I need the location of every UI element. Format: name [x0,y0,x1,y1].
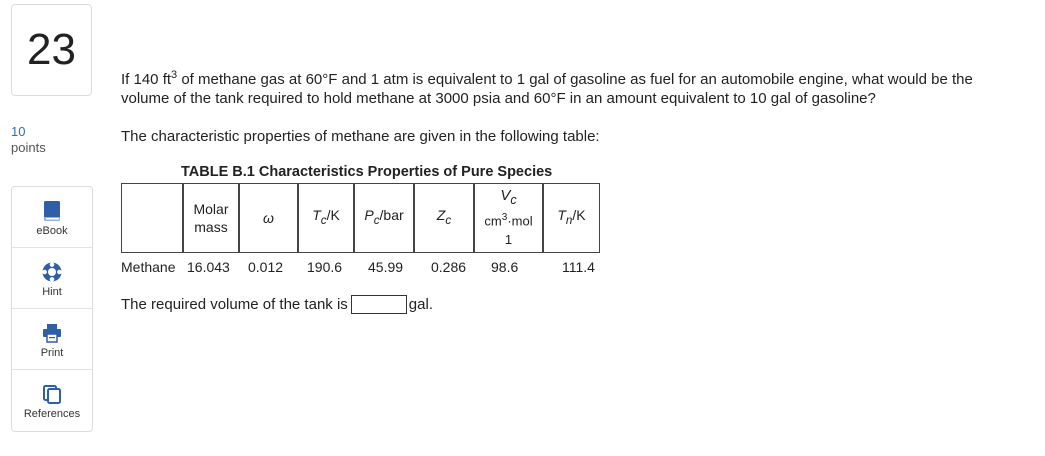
table-intro: The characteristic properties of methane are given in the following table: [121,128,600,145]
question-number: 23 [11,4,92,96]
header-blank [121,183,183,253]
header-pc: $P_c$/bar [354,183,414,253]
properties-table [121,183,600,253]
row-molar-mass: 16.043 [187,259,230,275]
lifebuoy-icon [41,261,63,283]
header-tn: $T_n/K$ [543,183,600,253]
points-value: 10 [11,124,26,139]
book-icon [41,200,63,222]
table-header-row [121,183,600,253]
answer-prompt: The required volume of the tank is [121,296,348,313]
answer-input[interactable] [351,295,407,314]
table-caption: TABLE B.1 Characteristics Properties of Pure Species [181,164,553,180]
header-tc: $T_c/K$ [298,183,354,253]
header-vc: $V_c$ $cm^3\cdot mol$ 1 [474,183,543,253]
header-molar-mass: Molar mass [183,183,239,253]
ebook-button[interactable] [12,187,92,248]
row-vc: 98.6 [491,259,519,275]
row-tn: 111.4 [562,259,595,275]
references-button[interactable] [12,370,92,431]
ebook-label: eBook [36,225,68,237]
header-omega: ω [239,183,298,253]
copy-icon [41,383,63,405]
points-indicator [11,124,46,156]
row-zc: 0.286 [431,259,467,275]
row-omega: 0.012 [248,259,284,275]
print-button[interactable] [12,309,92,370]
row-species: Methane [121,259,176,275]
hint-label: Hint [42,286,62,298]
answer-unit: gal. [408,296,433,313]
row-pc: 45.99 [368,259,404,275]
references-label: References [23,408,81,420]
answer-line [121,295,433,314]
question-text: If 140 $ft^3$ of methane gas at 60°F and 1 atm is equivalent to 1 gal of gasoline as fuel for an automobile engine, what would be the volume of the tank required to hold methane at 3000 psia and 60°F in an amount equivalent to 10 gal of gasoline? [121,69,973,107]
print-label: Print [40,347,64,359]
header-zc: $Z_c$ [414,183,474,253]
printer-icon [41,322,63,344]
hint-button[interactable] [12,248,92,309]
points-label: points [11,140,46,155]
tools-panel [11,186,93,432]
row-tc: 190.6 [307,259,343,275]
